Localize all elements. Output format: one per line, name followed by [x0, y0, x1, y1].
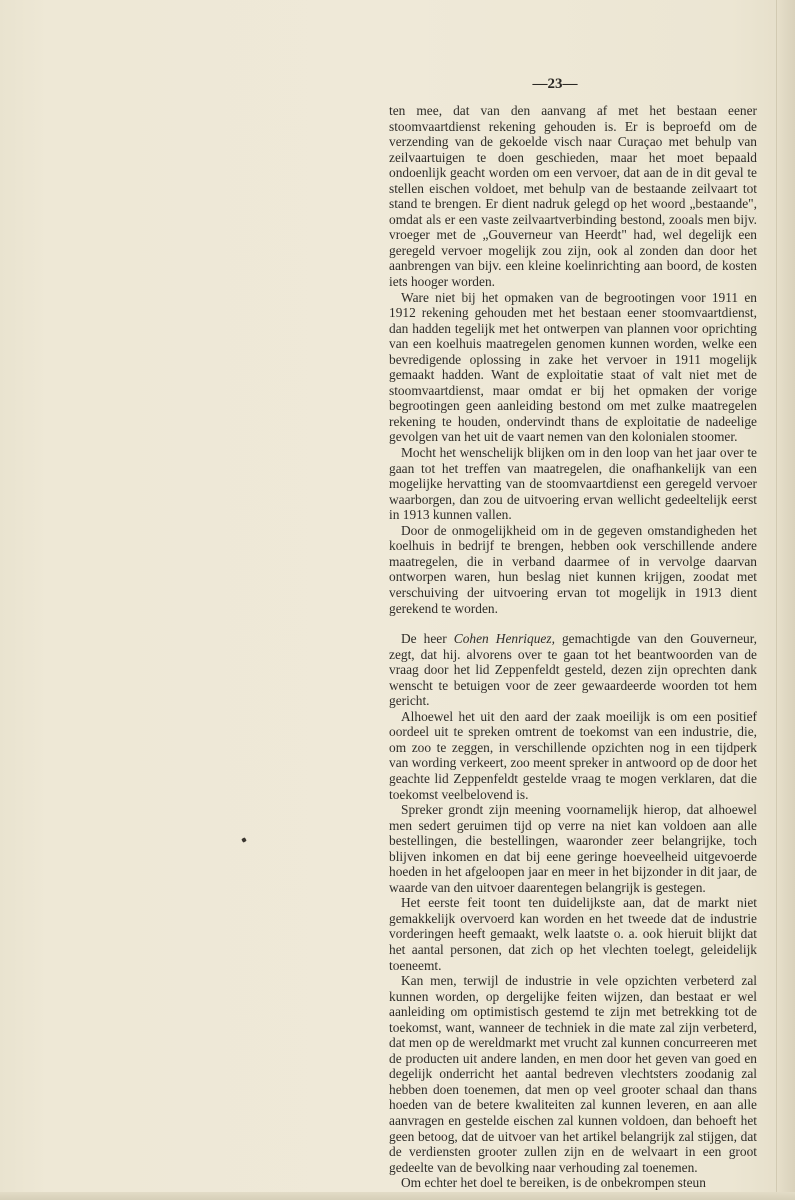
page-number: —23—	[532, 76, 578, 92]
speaker-prefix: De heer	[401, 631, 454, 647]
paragraph: Om echter het doel te bereiken, is de onbekrompen steun	[401, 1175, 706, 1191]
speaker-name: Cohen Henriquez,	[453, 631, 555, 647]
paragraph: Het eerste feit toont ten duidelijkste aan, dat de markt niet gemakkelijk overvoerd kan worden en het tweede dat de industrie vorderingen heeft gemaakt, welk laatste o. a. ook hieruit blijkt dat het aantal personen, dat zich op het vlechten toelegt, geleidelijk toeneemt.	[389, 895, 757, 973]
paragraph: Ware niet bij het opmaken van de begrootingen voor 1911 en 1912 rekening gehouden met het bestaan eener stoomvaartdienst, dan hadden tegelijk met het ontwerpen van plannen voor oprichting van een koelhuis maatregelen genomen kunnen worden, welke een bevredigende oplossing in zake het vervoer in 1911 mogelijk gemaakt hadden. Want de exploitatie staat of valt niet met de stoomvaartdienst, maar omdat er bij het opmaken der vorige begrootingen geen aanleiding bestond om met zulke maatregelen rekening te houden, ondervindt thans de exploitatie de nadeelige gevolgen van het uit de vaart nemen van den kolonialen stoomer.	[389, 289, 757, 445]
paragraph: Mocht het wenschelijk blijken om in den loop van het jaar over te gaan tot het treffen van maatregelen, die onafhankelijk van een mogelijke hervatting van de stoomvaartdienst een geregeld vervoer waarborgen, dan zou de uitvoering ervan wellicht gedeeltelijk eerst in 1913 kunnen vallen.	[389, 445, 757, 523]
paragraph: Spreker grondt zijn meening voornamelijk hierop, dat alhoewel men sedert geruimen tijd op verre na niet kan voldoen aan alle bestellingen, die bestellingen, waaronder zeer belangrijke, toch blijven inkomen en dat bij eene geringe hoeveelheid uitgevoerde hoeden in het afgeloopen jaar en meer in het bijzonder in dit jaar, de waarde van den uitvoer daarentegen belangrijk is gestegen.	[389, 802, 757, 895]
paragraph: Kan men, terwijl de industrie in vele opzichten verbeterd zal kunnen worden, op dergelijke feiten wijzen, dan bestaat er wel aanleiding om optimistisch gestemd te zijn met betrekking tot de toekomst, want, wanneer de techniek in die mate zal zijn verbeterd, dat men op de wereldmarkt met vrucht zal kunnen concurreeren met de producten uit andere landen, en men door het geven van goed en degelijk onderricht het aantal bedreven vlechtsters zoodanig zal hebben doen toenemen, dat men op veel grooter schaal dan thans hoeden van de betere kwaliteiten zal kunnen leveren, en aan alle aanvragen en gestelde eischen zal kunnen voldoen, dan behoeft het geen betoog, dat de uitvoer van het artikel belangrijk zal stijgen, dat de verdiensten grooter zullen zijn en de welvaart in een groot gedeelte van de bevolking naar verhouding zal toenemen.	[389, 973, 757, 1175]
page-edge-bottom	[0, 1192, 795, 1200]
paragraph: Door de onmogelijkheid om in de gegeven omstandigheden het koelhuis in bedrijf te brengen, hebben ook verschillende andere maatregelen, die in verband daarmee of in vervolge daarvan ontworpen waren, hun beslag niet kunnen krijgen, zoodat met verschuiving der uitvoering ervan tot mogelijk in 1913 dient gerekend te worden.	[389, 522, 757, 616]
page-edge-right	[776, 0, 795, 1200]
body-text	[389, 103, 757, 1191]
paragraph: ten mee, dat van den aanvang af met het bestaan eener stoomvaartdienst rekening gehouden is. Er is beproefd om de verzending van de gekoelde visch naar Curaçao met behulp van zeilvaartuigen te doen geschieden, maar het moet bepaald ondoenlijk geacht worden om een vervoer, dat aan de in dit geval te stellen eischen voldoet, met behulp van de bestaande zeilvaart tot stand te brengen. Er dient nadruk gelegd op het woord „bestaande", omdat als er een vaste zeilvaartverbinding bestond, zooals men bijv. vroeger met de „Gouverneur van Heerdt" had, wel degelijk een geregeld vervoer mogelijk zou zijn, ook al zonden dan door het aanbrengen van bijv. een kleine koelinrichting aan boord, de kosten iets hooger worden.	[389, 103, 757, 290]
speaker-paragraph	[389, 631, 757, 709]
speaker-text: gemachtigde van den Gouverneur, zegt, dat hij. alvorens over te gaan tot het beantwoorden van de vraag door het lid Zeppenfeldt gesteld, dezen zijn oprechten dank wenscht te betuigen voor de zeer gewaardeerde woorden tot hem gericht.	[389, 631, 757, 709]
paragraph: Alhoewel het uit den aard der zaak moeilijk is om een positief oordeel uit te spreken omtrent de toekomst van een industrie, die, om zoo te zeggen, in verschillende opzichten nog in een tijdperk van wording verkeert, zoo meent spreker in antwoord op de door het geachte lid Zeppenfeldt gestelde vraag te mogen verklaren, dat die toekomst veelbelovend is.	[389, 708, 757, 802]
